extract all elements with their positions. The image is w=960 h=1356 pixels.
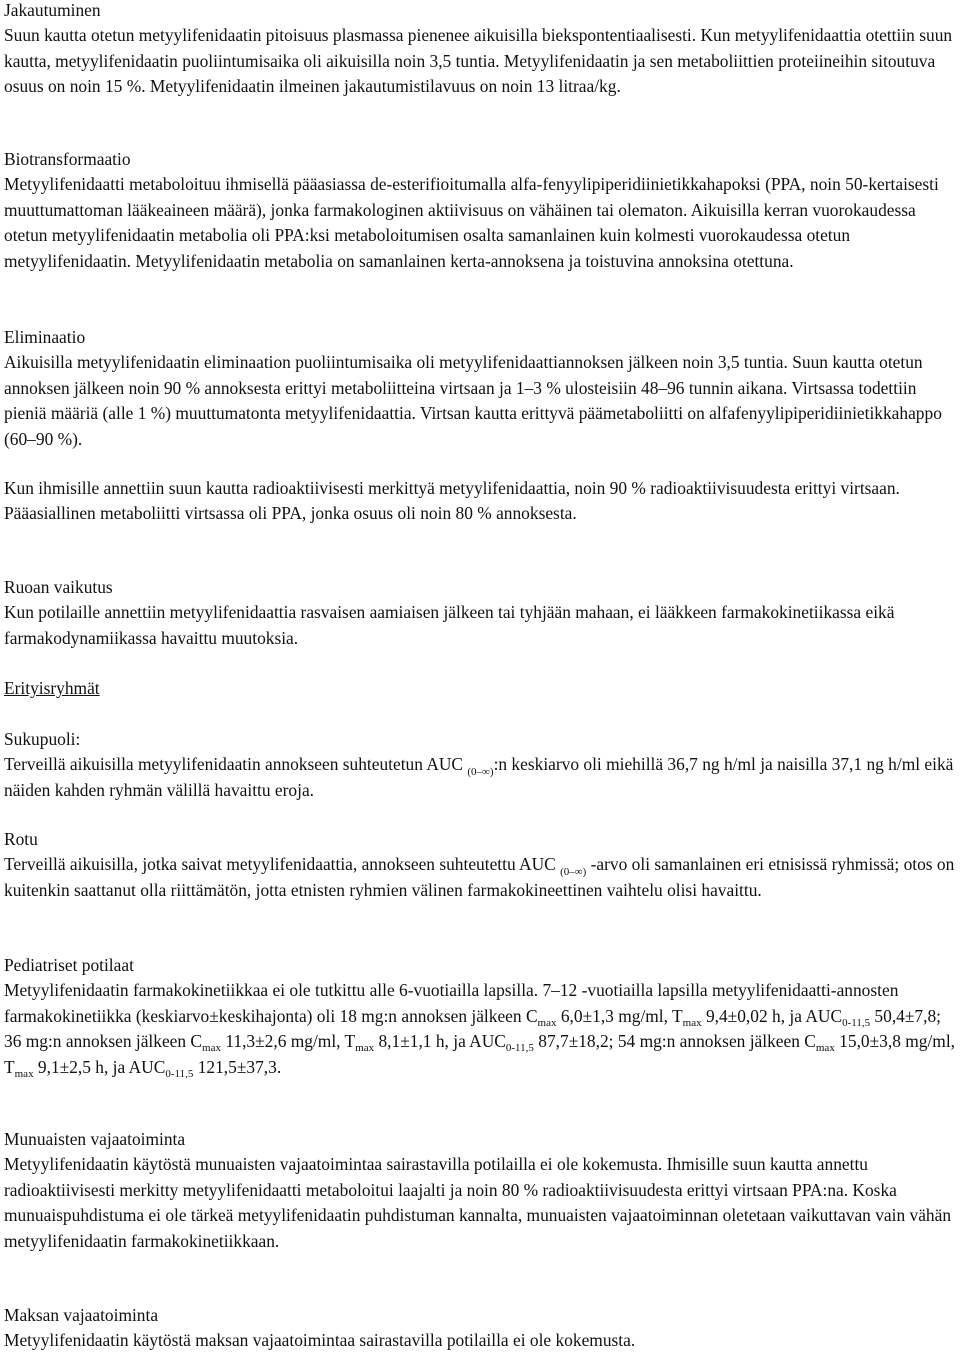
subscript: (0–∞) <box>467 766 494 779</box>
subscript: 0-11,5 <box>842 1016 871 1029</box>
subscript: max <box>815 1042 835 1055</box>
paragraph: Metyylifenidaatin käytöstä maksan vajaatoimintaa sairastavilla potilailla ei ole kokemusta. <box>4 1330 636 1351</box>
section-heading: Erityisryhmät <box>4 678 100 698</box>
section-heading: Biotransformaatio <box>4 149 131 169</box>
paragraph: Kun ihmisille annettiin suun kautta radioaktiivisesti merkittyä metyylifenidaattia, noin 90 % radioaktiivisuudesta erittyi virtsaan. Pääasiallinen metaboliitti virtsassa oli PPA, jonka osuus oli noin 80 % annoksesta. <box>4 478 900 524</box>
subscript: max <box>355 1042 375 1055</box>
paragraph: Suun kautta otetun metyylifenidaatin pitoisuus plasmassa pienenee aikuisilla biekspontentiaalisesti. Kun metyylifenidaattia otettiin suun kautta, metyylifenidaatin puoliintumisaika oli aikuisilla noin 3,5 tuntia. Metyylifenidaatin ja sen metaboliittien proteiineihin sitoutuva osuus on noin 15 %. Metyylifenidaatin ilmeinen jakautumistilavuus on noin 13 litraa/kg. <box>4 25 953 97</box>
subscript: max <box>537 1016 557 1029</box>
section-pediatriset <box>4 953 958 1080</box>
section-ruoan-vaikutus <box>4 575 958 651</box>
text-run: 9,1±2,5 h, ja AUC <box>33 1056 166 1077</box>
section-heading: Munuaisten vajaatoiminta <box>4 1129 186 1149</box>
section-heading: Rotu <box>4 829 38 849</box>
text-run: Terveillä aikuisilla metyylifenidaatin annokseen suhteutetun AUC <box>4 754 468 775</box>
subscript: max <box>14 1067 34 1080</box>
paragraph <box>4 854 954 899</box>
section-heading: Ruoan vaikutus <box>4 577 113 597</box>
paragraph: Aikuisilla metyylifenidaatin eliminaation puoliintumisaika oli metyylifenidaattiannoksen jälkeen noin 3,5 tuntia. Suun kautta otetun annoksen jälkeen noin 90 % annoksesta erittyi metaboliitteina virtsaan ja 1–3 % ulosteisiin 48–96 tunnin aikana. Virtsassa todettiin pieniä määriä (alle 1 %) muuttumatonta metyylifenidaattia. Virtsan kautta erittyvä päämetaboliitti on alfafenyylipiperidiinietikkahappo (60–90 %). <box>4 352 942 449</box>
section-biotransformaatio <box>4 147 958 274</box>
section-maksan-vajaatoiminta <box>4 1303 958 1354</box>
text-run: Terveillä aikuisilla, jotka saivat metyylifenidaattia, annokseen suhteutettu AUC <box>4 854 561 875</box>
section-jakautuminen <box>4 0 958 100</box>
text-run: -arvo oli samanlainen eri etnisissä ryhmissä; otos on kuitenkin saattanut olla riittämätön, jotta etnisten ryhmien välinen farmakokineettinen vaihtelu olisi havaittu. <box>4 854 955 900</box>
text-run: 15,0±3,8 mg/ml, T <box>4 1031 956 1077</box>
text-run: Metyylifenidaatin farmakokinetiikkaa ei ole tutkittu alle 6-vuotiailla lapsilla. 7–12 -vuotiailla lapsilla metyylifenidaatti-annosten farmakokinetiikka (keskiarvo±keskihajonta) oli 18 mg:n annoksen jälkeen C <box>4 980 899 1026</box>
section-erityisryhmat <box>4 676 958 701</box>
paragraph <box>4 754 953 799</box>
text-run: :n keskiarvo oli miehillä 36,7 ng h/ml ja naisilla 37,1 ng h/ml eikä näiden kahden ryhmän välillä havaittu eroja. <box>4 754 954 800</box>
subscript: (0–∞) <box>560 866 587 879</box>
paragraph-radioactive <box>4 476 958 527</box>
section-heading: Pediatriset potilaat <box>4 955 134 975</box>
section-heading: Jakautuminen <box>4 0 101 20</box>
section-rotu <box>4 827 958 903</box>
paragraph: Metyylifenidaatti metaboloituu ihmisellä pääasiassa de-esterifioitumalla alfa-fenyylipiperidiinietikkahapoksi (PPA, noin 50-kertaisesti muuttumattoman lääkeaineen määrä), jonka farmakologinen aktiivisuus on vähäinen tai olematon. Aikuisilla kerran vuorokaudessa otetun metyylifenidaatin metabolia oli PPA:ksi metaboloitumisen osalta samanlainen kuin kolmesti vuorokaudessa otetun metyylifenidaatin. Metyylifenidaatin metabolia on samanlainen kerta-annoksena ja toistuvina annoksina otettuna. <box>4 174 939 271</box>
section-heading: Maksan vajaatoiminta <box>4 1305 159 1325</box>
text-run: 8,1±1,1 h, ja AUC <box>374 1031 506 1052</box>
text-run: 11,3±2,6 mg/ml, T <box>220 1031 356 1052</box>
section-heading: Eliminaatio <box>4 327 86 347</box>
text-run: 87,7±18,2; 54 mg:n annoksen jälkeen C <box>533 1031 816 1052</box>
text-run: 9,4±0,02 h, ja AUC <box>701 1005 843 1026</box>
section-heading: Sukupuoli: <box>4 729 81 749</box>
text-run: 6,0±1,3 mg/ml, T <box>556 1005 683 1026</box>
paragraph: Kun potilaille annettiin metyylifenidaattia rasvaisen aamiaisen jälkeen tai tyhjään mahaan, ei lääkkeen farmakokinetiikassa eikä farmakodynamiikassa havaittu muutoksia. <box>4 602 895 648</box>
section-sukupuoli <box>4 727 958 803</box>
subscript: max <box>202 1042 221 1055</box>
subscript: 0-11,5 <box>505 1042 534 1055</box>
subscript: 0-11,5 <box>165 1067 194 1080</box>
text-run: 50,4±7,8; 36 mg:n annoksen jälkeen C <box>4 1005 941 1052</box>
section-eliminaatio <box>4 325 958 452</box>
subscript: max <box>682 1016 702 1029</box>
section-munuaisten-vajaatoiminta <box>4 1127 958 1254</box>
paragraph <box>4 980 956 1080</box>
paragraph: Metyylifenidaatin käytöstä munuaisten vajaatoimintaa sairastavilla potilailla ei ole kokemusta. Ihmisille suun kautta annettu radioaktiivisesti merkitty metyylifenidaatti metaboloitui laajalti ja noin 80 % radioaktiivisuudesta erittyi virtsaan PPA:na. Koska munuaispuhdistuma ei ole tärkeä metyylifenidaatin puhdistuman kannalta, munuaisten vajaatoiminnan oletetaan vaikuttavan vain vähän metyylifenidaatin farmakokinetiikkaan. <box>4 1154 952 1251</box>
text-run: 121,5±37,3. <box>193 1056 282 1077</box>
